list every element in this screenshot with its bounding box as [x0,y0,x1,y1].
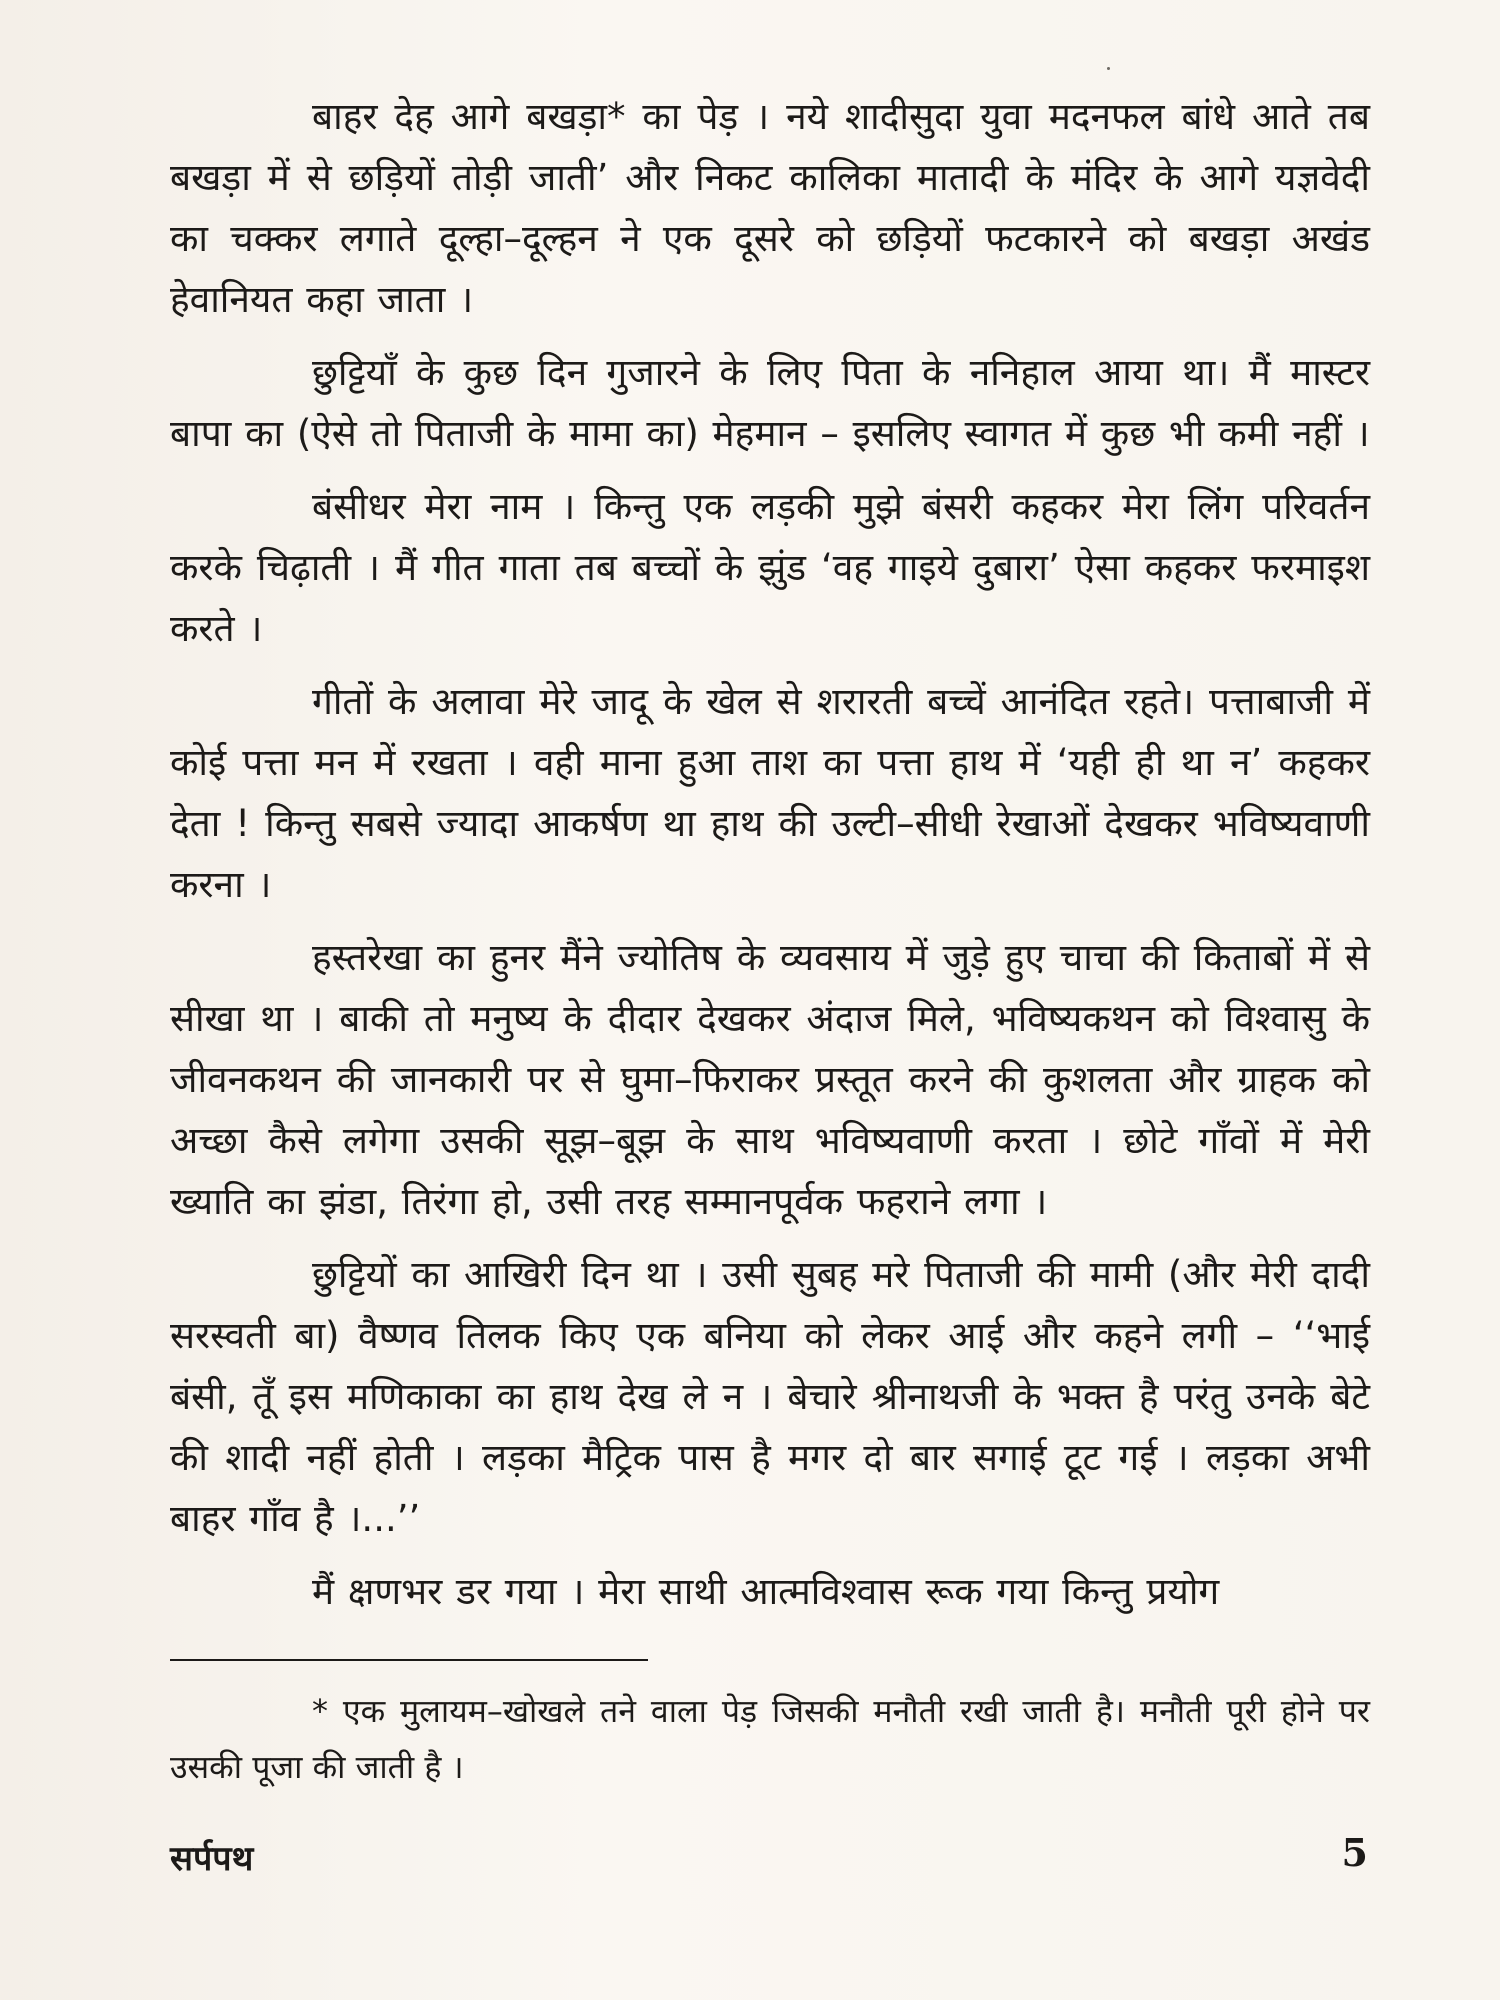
footnote-divider [170,1659,648,1661]
paragraph: हस्तरेखा का हुनर मैंने ज्योतिष के व्यवसाय में जुड़े हुए चाचा की किताबों में से सीखा था । बाकी तो मनुष्य के दीदार देखकर अंदाज मिले, भविष्यकथन को विश्वासु के जीवनकथन की जानकारी पर से घुमा–फिराकर प्रस्तूत करने की कुशलता और ग्राहक को अच्छा कैसे लगेगा उसकी सूझ–बूझ के साथ भविष्यवाणी करता । छोटे गाँवों में मेरी ख्याति का झंडा, तिरंगा हो, उसी तरह सम्मानपूर्वक फहराने लगा । [170,936,1370,1223]
book-title: सर्पपथ [170,1839,254,1879]
paragraph: छुट्टियों का आखिरी दिन था । उसी सुबह मरे पिताजी की मामी (और मेरी दादी सरस्वती बा) वैष्णव तिलक किए एक बनिया को लेकर आई और कहने लगी – ‘‘भाई बंसी, तूँ इस मणिकाका का हाथ देख ले न । बेचारे श्रीनाथजी के भक्त है परंतु उनके बेटे की शादी नहीं होती । लड़का मैट्रिक पास है मगर दो बार सगाई टूट गई । लड़का अभी बाहर गाँव है ।...’’ [170,1253,1370,1540]
footnote: * एक मुलायम–खोखले तने वाला पेड़ जिसकी मनौती रखी जाती है। मनौती पूरी होने पर उसकी पूजा की जाती है । [170,1692,1370,1786]
paragraph: गीतों के अलावा मेरे जादू के खेल से शरारती बच्चें आनंदित रहते। पत्ताबाजी में कोई पत्ता मन में रखता । वही माना हुआ ताश का पत्ता हाथ में ‘यही ही था न’ कहकर देता ! किन्तु सबसे ज्यादा आकर्षण था हाथ की उल्टी–सीधी रेखाओं देखकर भविष्यवाणी करना । [170,680,1370,906]
paragraph: छुट्टियाँ के कुछ दिन गुजारने के लिए पिता के ननिहाल आया था। मैं मास्टर बापा का (ऐसे तो पिताजी के मामा का) मेहमान – इसलिए स्वागत में कुछ भी कमी नहीं । [170,351,1370,455]
paragraph: मैं क्षणभर डर गया । मेरा साथी आत्मविश्वास रूक गया किन्तु प्रयोग [312,1570,1220,1613]
page-number: 5 [1341,1830,1368,1875]
paragraph: बंसीधर मेरा नाम । किन्तु एक लड़की मुझे बंसरी कहकर मेरा लिंग परिवर्तन करके चिढ़ाती । मैं गीत गाता तब बच्चों के झुंड ‘वह गाइये दुबारा’ ऐसा कहकर फरमाइश करते । [170,485,1370,650]
main-text [170,86,1370,1634]
paragraph: बाहर देह आगे बखड़ा* का पेड़ । नये शादीसुदा युवा मदनफल बांधे आते तब बखड़ा में से छड़ियों तोड़ी जाती’ और निकट कालिका मातादी के मंदिर के आगे यज्ञवेदी का चक्कर लगाते दूल्हा–दूल्हन ने एक दूसरे को छड़ियों फटकारने को बखड़ा अखंड हेवानियत कहा जाता । [170,95,1370,321]
paper-speck [1107,67,1110,70]
